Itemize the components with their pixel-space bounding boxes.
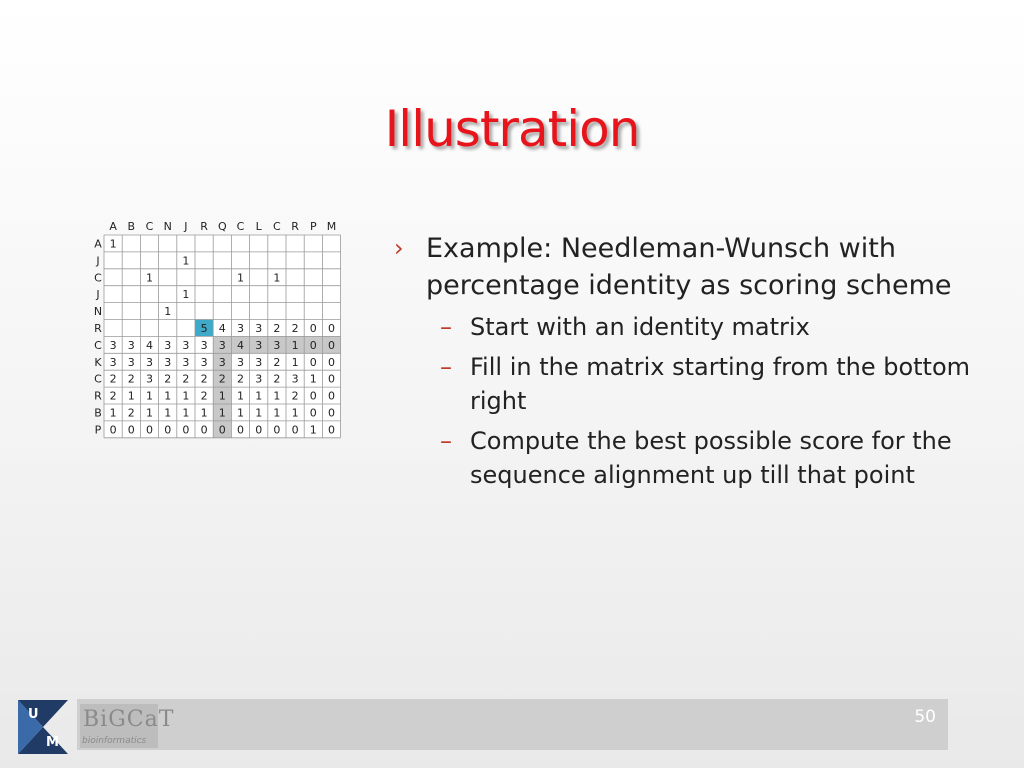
matrix-cell: 1 (273, 271, 281, 285)
matrix-cell: 2 (200, 372, 208, 386)
row-header: R (94, 321, 102, 335)
logo-letter-m: M (46, 735, 59, 750)
column-header: R (200, 220, 208, 233)
matrix-cell: 2 (273, 355, 281, 369)
matrix-cell: 3 (200, 338, 208, 352)
matrix-cell: 3 (237, 321, 244, 335)
matrix-cell: 1 (237, 271, 244, 285)
matrix-cell: 0 (273, 423, 281, 437)
matrix-cell: 1 (273, 389, 281, 403)
column-header: P (309, 220, 317, 233)
matrix-cell: 0 (309, 406, 317, 420)
page-number: 50 (914, 707, 936, 727)
um-logo-icon (18, 696, 70, 758)
column-header: M (326, 220, 337, 233)
matrix-cell: 1 (182, 254, 190, 268)
matrix-cell: 3 (164, 338, 172, 352)
matrix-cell: 2 (273, 321, 281, 335)
matrix-cell: 0 (328, 406, 335, 420)
matrix-cell: 1 (146, 406, 153, 420)
column-header: C (145, 220, 154, 233)
matrix-cell: 1 (237, 406, 244, 420)
matrix-cell: 3 (164, 355, 172, 369)
matrix-cell: 0 (127, 423, 135, 437)
matrix-cell: 2 (273, 372, 281, 386)
matrix-cell: 0 (146, 423, 153, 437)
matrix-cell: 4 (146, 338, 153, 352)
matrix-cell: 1 (164, 406, 172, 420)
main-bullet-text: Example: Needleman-Wunsch with percentage identity as scoring scheme (426, 233, 952, 301)
row-header: R (94, 389, 102, 403)
row-header: A (94, 237, 102, 251)
matrix-cell: 3 (291, 372, 299, 386)
matrix-cell: 1 (164, 389, 172, 403)
matrix-cell: 0 (291, 423, 299, 437)
matrix-cell: 1 (164, 305, 172, 319)
matrix-cell: 1 (182, 288, 190, 302)
column-header: A (109, 220, 117, 233)
matrix-cell: 3 (200, 355, 208, 369)
matrix-cell: 2 (291, 389, 299, 403)
matrix-cell: 3 (127, 338, 135, 352)
matrix-cell: 1 (182, 406, 190, 420)
matrix-cell: 3 (146, 355, 153, 369)
matrix-cell: 0 (309, 389, 317, 403)
matrix-cell: 5 (200, 321, 208, 335)
sub-bullet-text: Start with an identity matrix (470, 313, 810, 341)
matrix-cell: 3 (218, 338, 226, 352)
matrix-cell: 0 (309, 338, 317, 352)
column-header: C (236, 220, 245, 233)
column-header: R (291, 220, 299, 233)
matrix-cell: 1 (273, 406, 281, 420)
needleman-wunsch-matrix (84, 217, 346, 449)
footer-bar (77, 699, 948, 750)
matrix-cell: 1 (309, 372, 317, 386)
matrix-cell: 0 (255, 423, 263, 437)
matrix-cell: 2 (237, 372, 244, 386)
main-bullet (394, 230, 994, 304)
matrix-cell: 4 (237, 338, 244, 352)
matrix-cell: 4 (218, 321, 226, 335)
matrix-cell: 0 (164, 423, 172, 437)
row-header: B (94, 406, 102, 420)
column-header: Q (217, 220, 227, 233)
column-header: B (127, 220, 136, 233)
sub-bullet-marker: – (440, 353, 452, 381)
matrix-cell: 3 (237, 355, 244, 369)
row-header: P (94, 423, 102, 437)
matrix-cell: 0 (328, 321, 335, 335)
matrix-cell: 1 (218, 406, 226, 420)
column-header: J (184, 220, 188, 233)
row-header: N (93, 305, 103, 319)
matrix-cell: 3 (273, 338, 281, 352)
matrix-cell: 0 (328, 389, 335, 403)
matrix-cell: 1 (255, 389, 263, 403)
matrix-cell: 0 (182, 423, 190, 437)
matrix-cell: 3 (255, 338, 263, 352)
matrix-cell: 1 (127, 389, 135, 403)
matrix-cell: 1 (291, 406, 299, 420)
logo-letter-u: U (28, 707, 39, 722)
sub-bullet-text: Compute the best possible score for the sequence alignment up till that point (470, 427, 952, 489)
matrix-cell: 1 (255, 406, 263, 420)
matrix-cell: 3 (255, 321, 263, 335)
matrix-cell: 3 (109, 338, 117, 352)
matrix-cell: 0 (328, 372, 335, 386)
sub-bullet-text: Fill in the matrix starting from the bottom right (470, 353, 971, 415)
matrix-cell: 3 (182, 355, 190, 369)
matrix-cell: 1 (109, 406, 117, 420)
matrix-cell: 0 (328, 355, 335, 369)
matrix-cell: 0 (237, 423, 244, 437)
row-header: C (94, 372, 102, 386)
bigcat-logo-text: BiGCaT (83, 707, 175, 732)
matrix-cell: 0 (328, 338, 335, 352)
matrix-cell: 1 (309, 423, 317, 437)
matrix-cell: 1 (291, 355, 299, 369)
matrix-cell: 3 (109, 355, 117, 369)
matrix-cell: 0 (328, 423, 335, 437)
sub-bullet (394, 424, 994, 492)
matrix-cell: 2 (127, 372, 135, 386)
matrix-cell: 3 (127, 355, 135, 369)
matrix-cell: 1 (291, 338, 299, 352)
matrix-cell: 2 (109, 372, 117, 386)
row-header: C (94, 271, 102, 285)
matrix-cell: 1 (146, 271, 153, 285)
bullet-marker: › (394, 234, 404, 262)
matrix-cell: 0 (309, 321, 317, 335)
sub-bullet (394, 310, 994, 344)
matrix-cell: 2 (200, 389, 208, 403)
row-header: K (94, 355, 102, 369)
row-header: C (94, 338, 102, 352)
matrix-cell: 3 (255, 355, 263, 369)
sub-bullet (394, 350, 994, 418)
matrix-cell: 0 (200, 423, 208, 437)
matrix-cell: 2 (291, 321, 299, 335)
matrix-cell: 0 (218, 423, 226, 437)
matrix-cell: 2 (182, 372, 190, 386)
matrix-cell: 1 (109, 237, 117, 251)
column-header: N (163, 220, 172, 233)
slide-title: Illustration (384, 100, 640, 158)
matrix-cell: 3 (182, 338, 190, 352)
matrix-cell: 2 (127, 406, 135, 420)
matrix-cell: 0 (109, 423, 117, 437)
matrix-cell: 1 (200, 406, 208, 420)
matrix-cell: 3 (255, 372, 263, 386)
column-header: C (273, 220, 281, 233)
bullet-list (394, 230, 994, 492)
matrix-cell: 1 (237, 389, 244, 403)
matrix-cell: 0 (309, 355, 317, 369)
matrix-cell: 2 (164, 372, 172, 386)
bigcat-logo (80, 704, 175, 748)
matrix-cell: 1 (218, 389, 226, 403)
matrix-cell: 2 (109, 389, 117, 403)
sub-bullet-marker: – (440, 313, 452, 341)
bigcat-logo-subtext: bioinformatics (82, 736, 147, 746)
row-header: J (96, 288, 100, 302)
row-header: J (96, 254, 100, 268)
matrix-cell: 3 (146, 372, 153, 386)
sub-bullet-marker: – (440, 427, 452, 455)
matrix-cell: 1 (182, 389, 190, 403)
matrix-cell: 1 (146, 389, 153, 403)
column-header: L (255, 220, 262, 233)
matrix-cell: 3 (218, 355, 226, 369)
matrix-cell: 2 (218, 372, 226, 386)
